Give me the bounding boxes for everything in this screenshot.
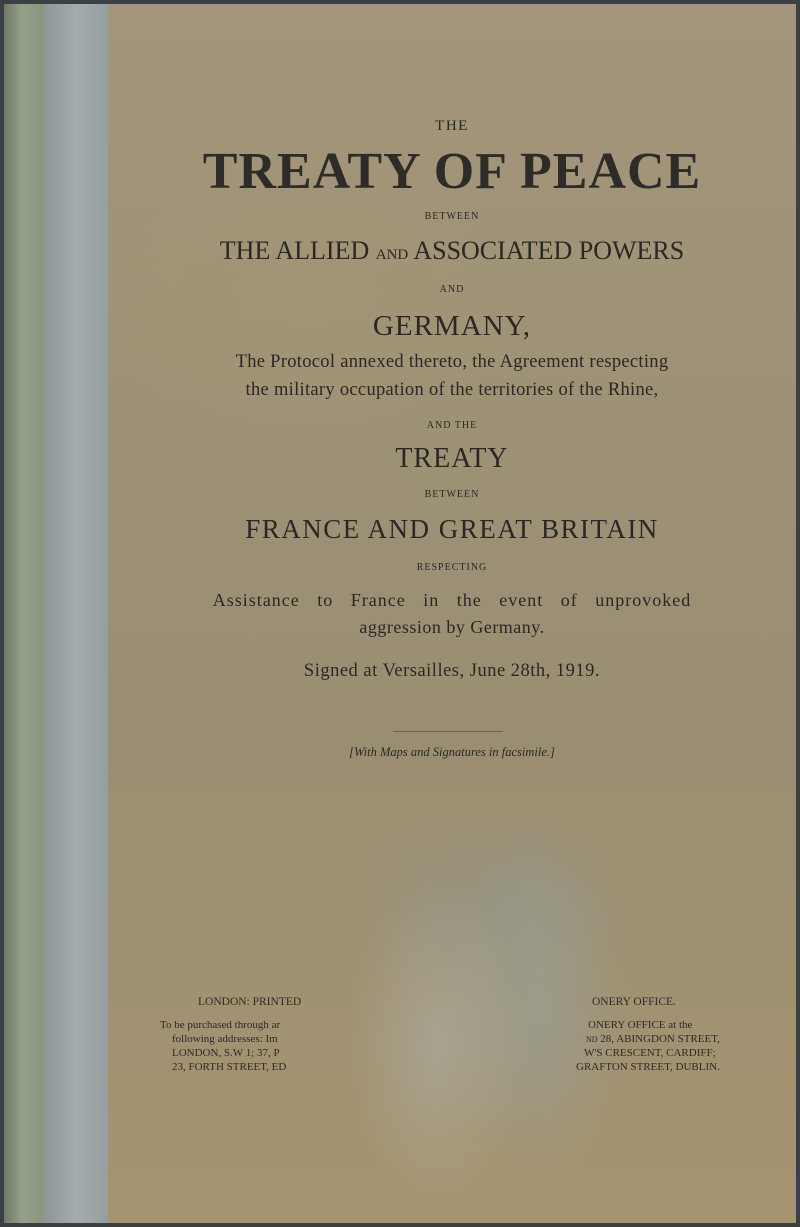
- cover-and-the: AND THE: [426, 420, 478, 431]
- cover-assistance-line-1: Assistance to France in the event of unprovoked: [212, 590, 692, 610]
- cover-protocol-line-1: The Protocol annexed thereto, the Agreement respecting: [235, 352, 669, 372]
- footer-office: ONERY OFFICE.: [592, 996, 676, 1008]
- footer-left-line-3: LONDON, S.W 1; 37, P: [172, 1047, 280, 1059]
- footer-right-line-4: GRAFTON STREET, DUBLIN.: [576, 1061, 720, 1073]
- cover-assistance-line-2: aggression by Germany.: [359, 617, 545, 637]
- cover-between-1: BETWEEN: [424, 211, 480, 222]
- powers-part-a: THE ALLIED: [219, 236, 370, 265]
- footer-right-line-1: ONERY OFFICE at the: [588, 1019, 693, 1031]
- footer-right-line-2: nd 28, ABINGDON STREET,: [586, 1033, 720, 1045]
- front-cover: [108, 4, 796, 1223]
- cover-france-britain: FRANCE AND GREAT BRITAIN: [245, 514, 659, 544]
- powers-and: AND: [375, 247, 409, 263]
- footer-right-line-3: W'S CRESCENT, CARDIFF;: [584, 1047, 716, 1059]
- cover-protocol-line-2: the military occupation of the territories of the Rhine,: [245, 380, 659, 400]
- footer-london: LONDON: PRINTED: [198, 996, 302, 1008]
- cover-maps-note: [With Maps and Signatures in facsimile.]: [349, 745, 555, 759]
- cover-powers: [108, 236, 796, 266]
- spine-band: [44, 4, 110, 1223]
- cover-germany: GERMANY,: [372, 310, 532, 342]
- cover-respecting: RESPECTING: [416, 562, 488, 573]
- cover-between-2: BETWEEN: [424, 489, 480, 500]
- spine-cloth: [4, 4, 44, 1223]
- powers-part-b: ASSOCIATED POWERS: [413, 236, 685, 265]
- cover-signed: Signed at Versailles, June 28th, 1919.: [303, 661, 601, 681]
- cover-the: THE: [435, 118, 469, 134]
- cover-treaty: TREATY: [395, 443, 509, 474]
- footer-left-line-4: 23, FORTH STREET, ED: [172, 1061, 287, 1073]
- cover-and: AND: [439, 284, 465, 295]
- book-spine: [4, 4, 110, 1223]
- footer-left-line-2: following addresses: Im: [172, 1033, 278, 1045]
- cover-title: TREATY OF PEACE: [202, 143, 702, 200]
- water-stain: [328, 794, 568, 1224]
- divider-rule: [393, 731, 503, 732]
- footer-left-line-1: To be purchased through ar: [160, 1019, 281, 1031]
